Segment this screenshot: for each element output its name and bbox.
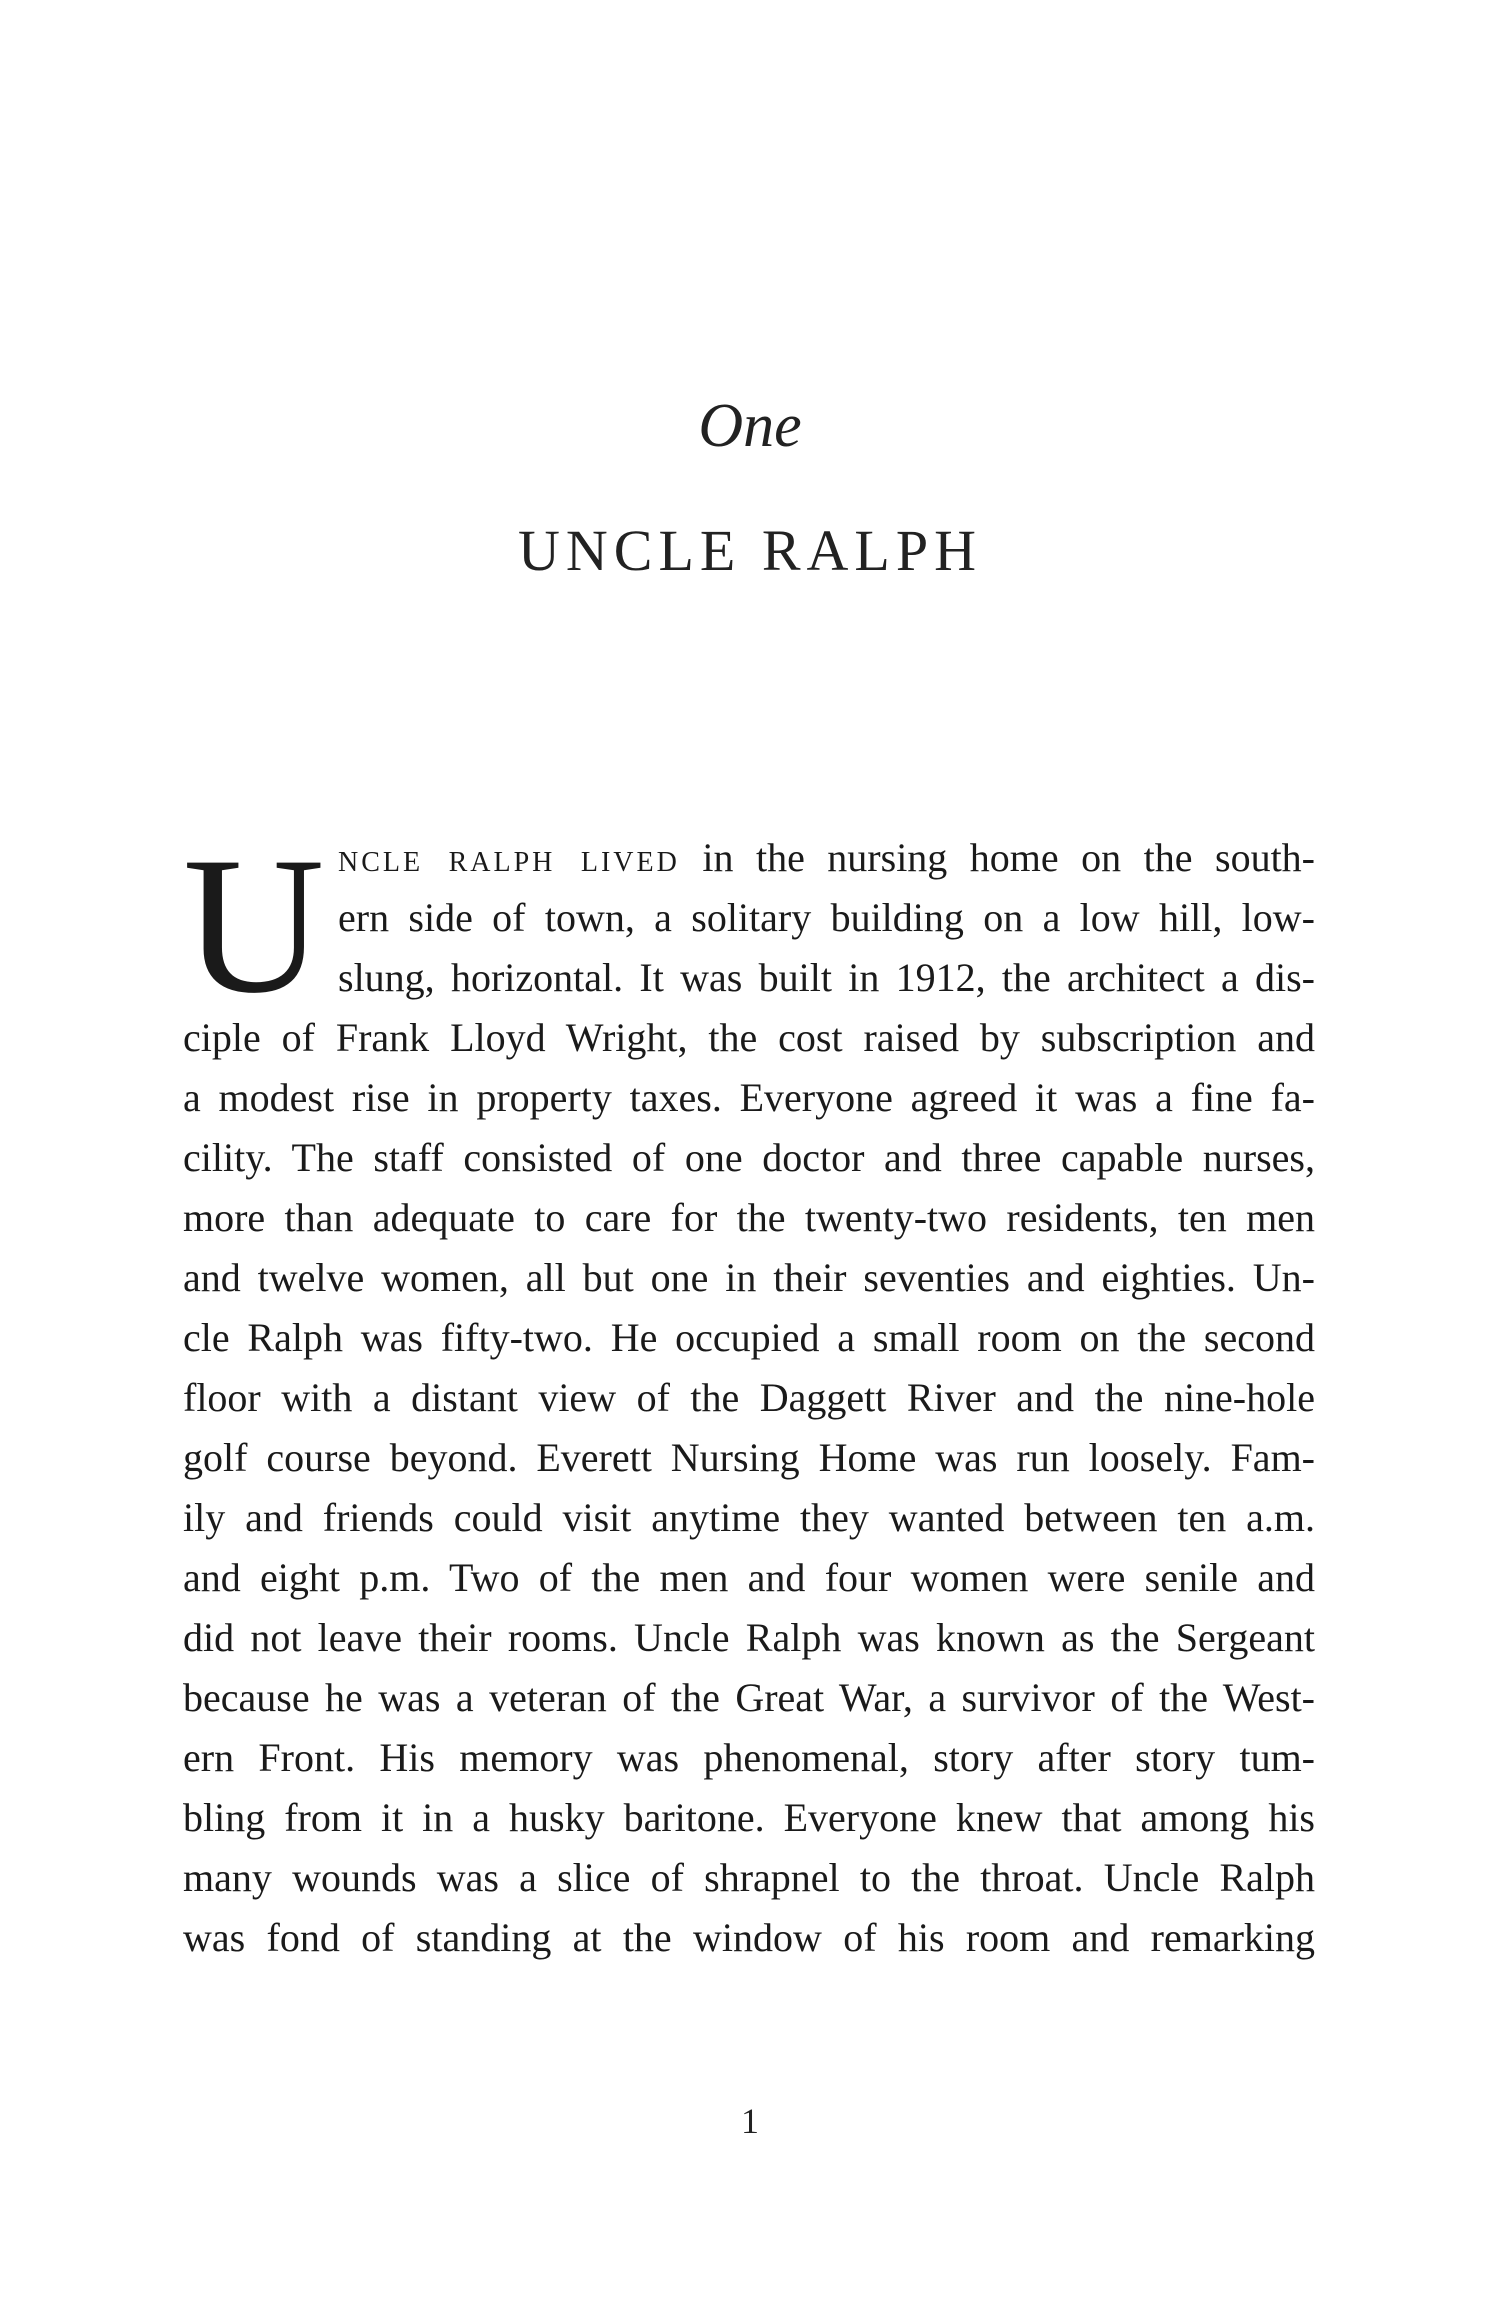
text-line: cle Ralph was fifty-two. He occupied a small room on the second: [183, 1315, 1315, 1360]
text-line: golf course beyond. Everett Nursing Home was run loosely. Fam-: [183, 1435, 1315, 1480]
text-line: was fond of standing at the window of his room and remarking: [183, 1915, 1315, 1960]
text-line: ern side of town, a solitary building on a low hill, low-: [338, 895, 1315, 940]
text-line: and eight p.m. Two of the men and four women were senile and: [183, 1555, 1315, 1600]
chapter-number: One: [698, 392, 802, 460]
text-line: because he was a veteran of the Great War, a survivor of the West-: [183, 1675, 1315, 1720]
page-number: 1: [741, 2101, 759, 2141]
text-line: floor with a distant view of the Daggett River and the nine-hole: [183, 1375, 1315, 1420]
text-line: ern Front. His memory was phenomenal, story after story tum-: [183, 1735, 1315, 1780]
text-line: bling from it in a husky baritone. Everyone knew that among his: [183, 1795, 1315, 1840]
text-line: ciple of Frank Lloyd Wright, the cost raised by subscription and: [183, 1015, 1315, 1060]
text-line: more than adequate to care for the twenty-two residents, ten men: [183, 1195, 1315, 1240]
text-line: did not leave their rooms. Uncle Ralph was known as the Sergeant: [183, 1615, 1315, 1660]
text-line: cility. The staff consisted of one doctor and three capable nurses,: [183, 1135, 1315, 1180]
text-line: ily and friends could visit anytime they wanted between ten a.m.: [183, 1495, 1315, 1540]
opening-smallcaps: ncle ralph lived: [338, 835, 680, 880]
text-line: and twelve women, all but one in their seventies and eighties. Un-: [183, 1255, 1315, 1300]
text-line: slung, horizontal. It was built in 1912, the architect a dis-: [338, 955, 1315, 1000]
text-line: many wounds was a slice of shrapnel to the throat. Uncle Ralph: [183, 1855, 1315, 1900]
text-line: [338, 828, 1315, 888]
opening-rest: in the nursing home on the south-: [679, 835, 1316, 880]
drop-cap: U: [183, 817, 325, 1034]
chapter-title: UNCLE RALPH: [518, 518, 982, 583]
text-line: a modest rise in property taxes. Everyone agreed it was a fine fa-: [183, 1075, 1315, 1120]
